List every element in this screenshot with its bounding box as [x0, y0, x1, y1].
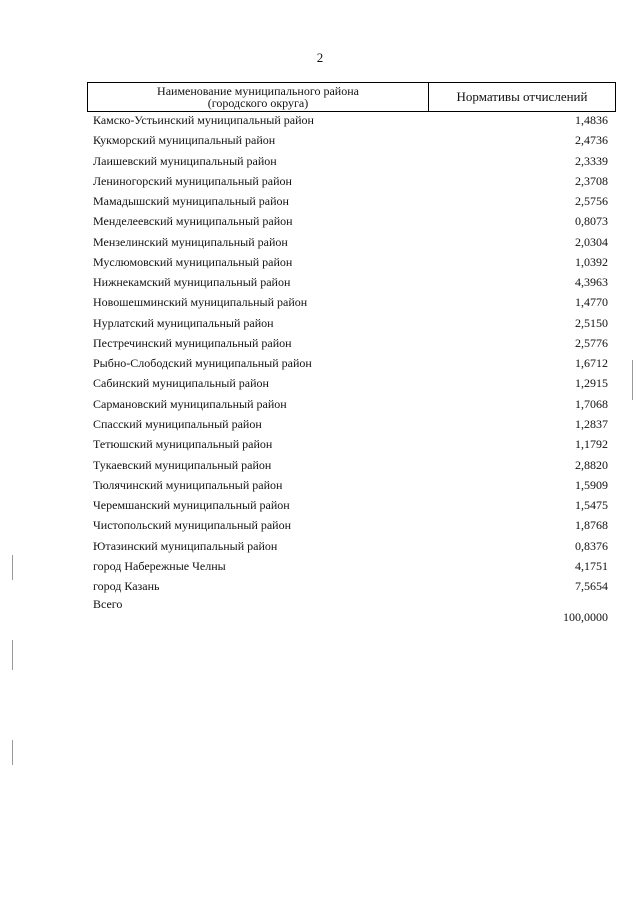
- table-row: [93, 252, 608, 272]
- table-row: [93, 373, 608, 393]
- district-name: Новошешминский муниципальный район: [93, 295, 308, 310]
- district-name: Тюлячинский муниципальный район: [93, 477, 283, 492]
- allocation-value: 1,4836: [575, 113, 608, 127]
- table-row: [93, 211, 608, 231]
- district-name: Пестречинский муниципальный район: [93, 335, 292, 350]
- district-name: Ютазинский муниципальный район: [93, 538, 278, 553]
- allocation-value: 4,1751: [575, 558, 608, 573]
- allocation-value: 1,8768: [575, 518, 608, 533]
- district-name: Лениногорский муниципальный район: [93, 173, 292, 188]
- table-row: [93, 151, 608, 171]
- allocation-value: 1,5909: [575, 477, 608, 492]
- page-number: 2: [316, 50, 324, 65]
- header-name-line2: (городского округа): [207, 96, 309, 110]
- allocation-value: 1,0392: [575, 254, 608, 269]
- allocation-value: 2,5756: [575, 194, 608, 209]
- scan-mark: [12, 555, 13, 580]
- table-row: [93, 333, 608, 353]
- table-row: [93, 556, 608, 576]
- district-name: Рыбно-Слободский муниципальный район: [93, 356, 312, 371]
- header-name-line1: Наименование муниципального района: [157, 84, 359, 98]
- table-row: [93, 434, 608, 454]
- table-row: [93, 536, 608, 556]
- table-row: [93, 414, 608, 434]
- allocation-value: 1,1792: [575, 437, 608, 452]
- table-row: [93, 191, 608, 211]
- district-name: Камско-Устьинский муниципальный район: [93, 113, 314, 127]
- table-row: [93, 475, 608, 495]
- district-name: Черемшанский муниципальный район: [93, 498, 290, 513]
- table-row: [93, 353, 608, 373]
- scan-mark: [12, 640, 13, 670]
- header-name-cell: [88, 83, 429, 111]
- allocation-value: 2,4736: [575, 133, 608, 148]
- district-name: Муслюмовский муниципальный район: [93, 254, 293, 269]
- district-name: Тетюшский муниципальный район: [93, 437, 273, 452]
- table-body: [93, 110, 608, 596]
- table-row: [93, 313, 608, 333]
- allocation-value: 1,2915: [575, 376, 608, 391]
- allocation-value: 4,3963: [575, 275, 608, 290]
- table-row: [93, 272, 608, 292]
- header-value-cell: Нормативы отчислений: [456, 89, 588, 104]
- district-name: Менделеевский муниципальный район: [93, 214, 293, 229]
- district-name: город Набережные Челны: [93, 558, 226, 573]
- allocation-value: 1,6712: [575, 356, 608, 371]
- allocation-value: 1,2837: [575, 416, 608, 431]
- district-name: Нурлатский муниципальный район: [93, 315, 274, 330]
- allocation-value: 2,3339: [575, 153, 608, 168]
- district-name: Спасский муниципальный район: [93, 416, 262, 431]
- district-name: Тукаевский муниципальный район: [93, 457, 272, 472]
- table-row: [93, 110, 608, 130]
- district-name: Мамадышский муниципальный район: [93, 194, 289, 209]
- scan-mark: [632, 360, 633, 400]
- total-label: Всего: [93, 597, 123, 611]
- table-row: [93, 576, 608, 596]
- district-name: Чистопольский муниципальный район: [93, 518, 292, 533]
- table-row: [93, 495, 608, 515]
- table-header: [87, 82, 616, 112]
- district-name: Мензелинский муниципальный район: [93, 234, 288, 249]
- table-row: [93, 455, 608, 475]
- table-row: [93, 171, 608, 191]
- allocation-value: 2,8820: [575, 457, 608, 472]
- allocation-value: 2,5776: [575, 335, 608, 350]
- allocation-value: 1,4770: [575, 295, 608, 310]
- allocation-value: 2,3708: [575, 173, 608, 188]
- district-name: Сармановский муниципальный район: [93, 396, 287, 411]
- table-row: [93, 130, 608, 150]
- allocation-value: 7,5654: [575, 579, 608, 594]
- district-name: Лаишевский муниципальный район: [93, 153, 277, 168]
- allocation-value: 2,5150: [575, 315, 608, 330]
- allocation-value: 1,7068: [575, 396, 608, 411]
- allocation-value: 0,8073: [575, 214, 608, 229]
- allocation-value: 2,0304: [575, 234, 608, 249]
- total-value: 100,0000: [563, 610, 608, 624]
- district-name: Сабинский муниципальный район: [93, 376, 269, 391]
- district-name: Нижнекамский муниципальный район: [93, 275, 291, 290]
- allocation-value: 0,8376: [575, 538, 608, 553]
- table-row: [93, 515, 608, 535]
- table-row: [93, 232, 608, 252]
- allocation-value: 1,5475: [575, 498, 608, 513]
- total-row: [93, 597, 608, 627]
- district-name: Кукморский муниципальный район: [93, 133, 276, 148]
- table-row: [93, 394, 608, 414]
- district-name: город Казань: [93, 579, 160, 594]
- table-row: [93, 292, 608, 312]
- scan-mark: [12, 740, 13, 765]
